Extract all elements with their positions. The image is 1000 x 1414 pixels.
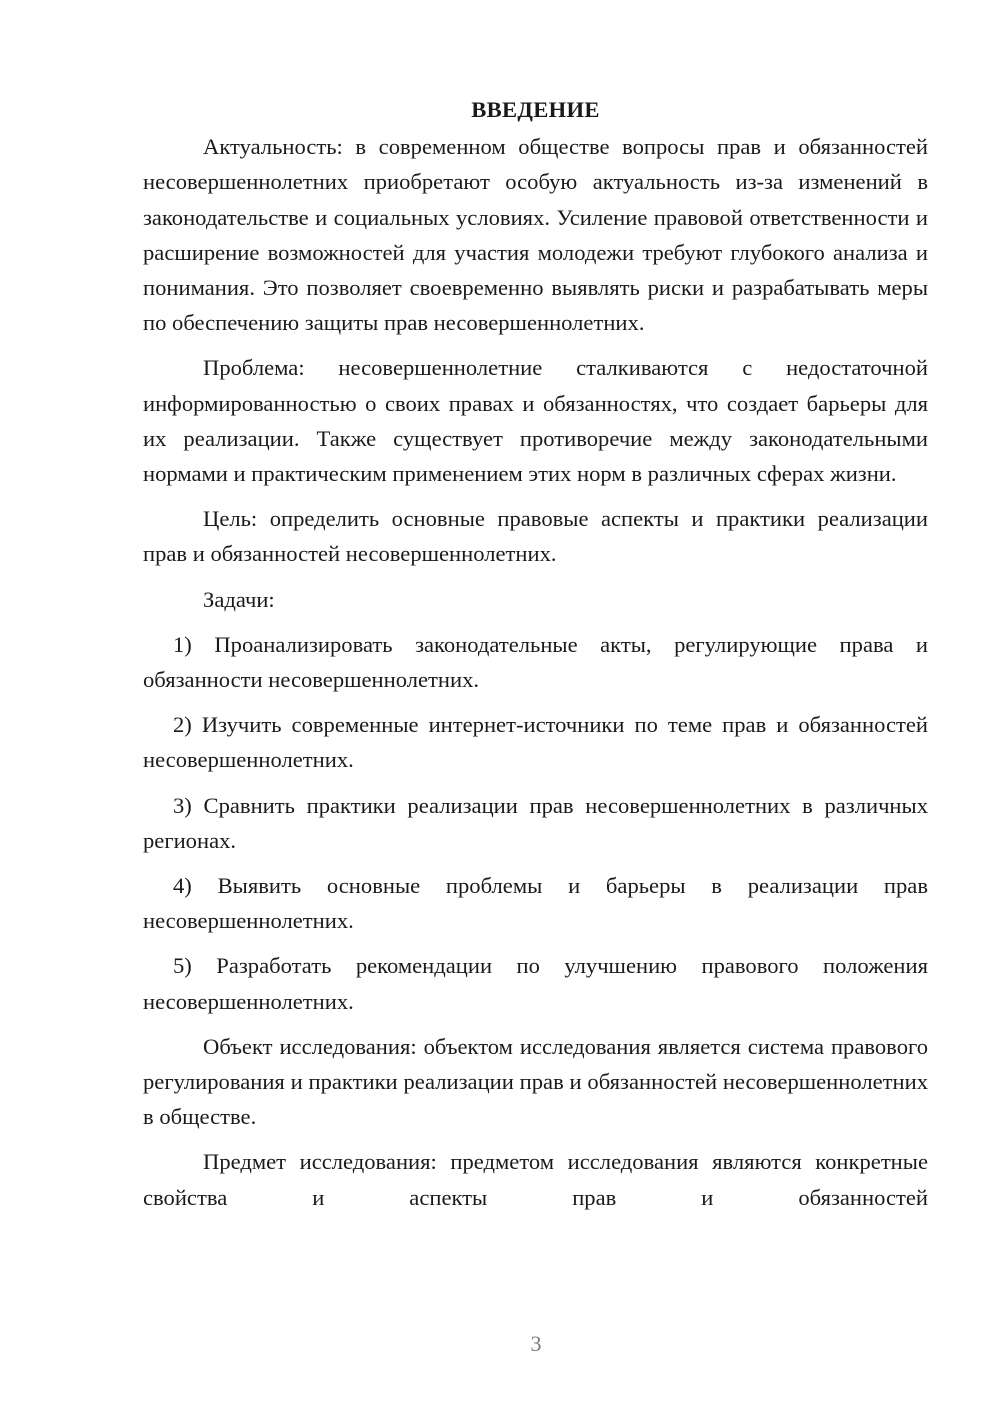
paragraph-research-object: Объект исследования: объектом исследования является система правового регулирования и практики реализации прав и обязанностей несовершеннолетних в обществе. xyxy=(143,1033,928,1130)
task-item: 1) Проанализировать законодательные акты, регулирующие права и обязанности несовершеннолетних. xyxy=(143,631,928,693)
paragraph-goal: Цель: определить основные правовые аспекты и практики реализации прав и обязанностей несовершеннолетних. xyxy=(143,506,928,567)
task-item: 3) Сравнить практики реализации прав несовершеннолетних в различных регионах. xyxy=(143,792,928,853)
paragraph-research-subject: Предмет исследования: предметом исследования являются конкретные свойства и аспекты прав и обязанностей xyxy=(143,1149,928,1210)
task-item: 4) Выявить основные проблемы и барьеры в реализации прав несовершеннолетних. xyxy=(143,873,928,934)
paragraph-tasks-heading: Задачи: xyxy=(203,586,275,612)
paragraph-problem: Проблема: несовершеннолетние сталкиваются с недостаточной информированностью о своих правах и обязанностях, что создает барьеры для их реализации. Также существует противоречие между законодательными нормами и практическим применением этих норм в различных сферах жизни. xyxy=(143,355,928,487)
task-item: 5) Разработать рекомендации по улучшению правового положения несовершеннолетних. xyxy=(143,953,928,1014)
paragraph-relevance: Актуальность: в современном обществе вопросы прав и обязанностей несовершеннолетних приобретают особую актуальность из-за изменений в законодательстве и социальных условиях. Усиление правовой ответственности и расширение возможностей для участия молодежи требуют глубокого анализа и понимания. Это позволяет своевременно выявлять риски и разрабатывать меры по обеспечению защиты прав несовершеннолетних. xyxy=(143,134,928,336)
task-item: 2) Изучить современные интернет-источники по теме прав и обязанностей несовершеннолетних. xyxy=(143,712,928,773)
section-title: ВВЕДЕНИЕ xyxy=(471,97,600,122)
page-number: 3 xyxy=(530,1331,542,1356)
page-content xyxy=(143,92,928,1215)
